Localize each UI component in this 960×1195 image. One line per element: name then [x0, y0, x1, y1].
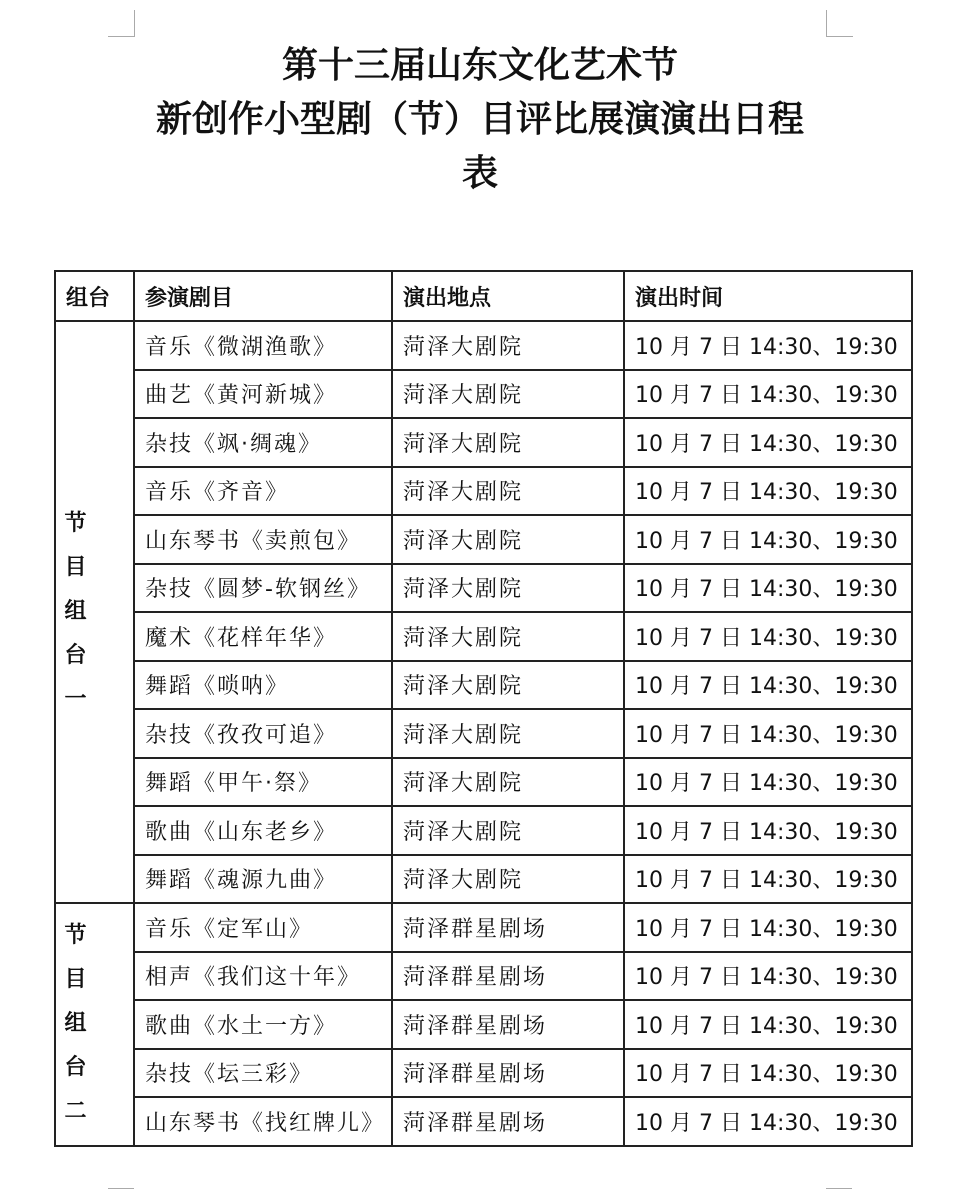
program-cell: 魔术《花样年华》: [134, 612, 392, 661]
venue-cell: 菏泽大剧院: [392, 806, 624, 855]
table-row: [55, 903, 912, 952]
venue-cell: 菏泽大剧院: [392, 467, 624, 516]
time-cell: 10 月 7 日 14:30、19:30: [624, 370, 912, 419]
table-row: [55, 612, 912, 661]
venue-cell: 菏泽群星剧场: [392, 903, 624, 952]
group-label: 节目组台二: [64, 923, 101, 1125]
table-row: [55, 1097, 912, 1146]
venue-cell: 菏泽大剧院: [392, 418, 624, 467]
venue-cell: 菏泽大剧院: [392, 709, 624, 758]
header-program: 参演剧目: [134, 271, 392, 321]
table-row: [55, 855, 912, 904]
table-row: [55, 418, 912, 467]
time-cell: 10 月 7 日 14:30、19:30: [624, 1000, 912, 1049]
program-cell: 音乐《齐音》: [134, 467, 392, 516]
table-row: [55, 806, 912, 855]
program-cell: 舞蹈《魂源九曲》: [134, 855, 392, 904]
table-header-row: [55, 271, 912, 321]
program-cell: 杂技《孜孜可追》: [134, 709, 392, 758]
time-cell: 10 月 7 日 14:30、19:30: [624, 903, 912, 952]
table-row: [55, 321, 912, 370]
time-cell: 10 月 7 日 14:30、19:30: [624, 855, 912, 904]
group-label: 节目组台一: [64, 511, 101, 712]
time-cell: 10 月 7 日 14:30、19:30: [624, 806, 912, 855]
table-row: [55, 952, 912, 1001]
program-cell: 舞蹈《唢呐》: [134, 661, 392, 710]
program-cell: 歌曲《水土一方》: [134, 1000, 392, 1049]
venue-cell: 菏泽大剧院: [392, 758, 624, 807]
venue-cell: 菏泽群星剧场: [392, 1000, 624, 1049]
program-cell: 歌曲《山东老乡》: [134, 806, 392, 855]
program-cell: 相声《我们这十年》: [134, 952, 392, 1001]
table-row: [55, 467, 912, 516]
program-cell: 音乐《微湖渔歌》: [134, 321, 392, 370]
program-cell: 音乐《定军山》: [134, 903, 392, 952]
table-row: [55, 1049, 912, 1098]
title-line-1: 第十三届山东文化艺术节: [281, 44, 678, 86]
venue-cell: 菏泽群星剧场: [392, 952, 624, 1001]
venue-cell: 菏泽大剧院: [392, 612, 624, 661]
time-cell: 10 月 7 日 14:30、19:30: [624, 758, 912, 807]
time-cell: 10 月 7 日 14:30、19:30: [624, 1097, 912, 1146]
time-cell: 10 月 7 日 14:30、19:30: [624, 564, 912, 613]
table-row: [55, 370, 912, 419]
venue-cell: 菏泽大剧院: [392, 515, 624, 564]
program-cell: 山东琴书《卖煎包》: [134, 515, 392, 564]
document-title: [0, 38, 960, 200]
venue-cell: 菏泽群星剧场: [392, 1097, 624, 1146]
table-row: [55, 709, 912, 758]
table-row: [55, 515, 912, 564]
program-cell: 杂技《坛三彩》: [134, 1049, 392, 1098]
group-cell: [55, 321, 134, 903]
header-venue: 演出地点: [392, 271, 624, 321]
time-cell: 10 月 7 日 14:30、19:30: [624, 612, 912, 661]
venue-cell: 菏泽大剧院: [392, 564, 624, 613]
venue-cell: 菏泽大剧院: [392, 855, 624, 904]
time-cell: 10 月 7 日 14:30、19:30: [624, 515, 912, 564]
crop-mark-top-left: [108, 10, 135, 37]
program-cell: 杂技《圆梦-软钢丝》: [134, 564, 392, 613]
table-row: [55, 661, 912, 710]
time-cell: 10 月 7 日 14:30、19:30: [624, 321, 912, 370]
header-time: 演出时间: [624, 271, 912, 321]
group-cell: [55, 903, 134, 1146]
time-cell: 10 月 7 日 14:30、19:30: [624, 467, 912, 516]
table-row: [55, 1000, 912, 1049]
title-line-3: 表: [461, 152, 498, 194]
time-cell: 10 月 7 日 14:30、19:30: [624, 418, 912, 467]
header-group: 组台: [55, 271, 134, 321]
table-row: [55, 564, 912, 613]
time-cell: 10 月 7 日 14:30、19:30: [624, 661, 912, 710]
schedule-table: [54, 270, 913, 1147]
title-line-2: 新创作小型剧（节）目评比展演演出日程: [155, 98, 804, 140]
crop-mark-bottom-right: [826, 1188, 852, 1195]
table-row: [55, 758, 912, 807]
crop-mark-bottom-left: [108, 1188, 134, 1195]
time-cell: 10 月 7 日 14:30、19:30: [624, 1049, 912, 1098]
program-cell: 曲艺《黄河新城》: [134, 370, 392, 419]
venue-cell: 菏泽大剧院: [392, 370, 624, 419]
program-cell: 舞蹈《甲午·祭》: [134, 758, 392, 807]
table-body: [55, 321, 912, 1146]
venue-cell: 菏泽大剧院: [392, 661, 624, 710]
program-cell: 山东琴书《找红牌儿》: [134, 1097, 392, 1146]
venue-cell: 菏泽群星剧场: [392, 1049, 624, 1098]
crop-mark-top-right: [826, 10, 853, 37]
time-cell: 10 月 7 日 14:30、19:30: [624, 952, 912, 1001]
venue-cell: 菏泽大剧院: [392, 321, 624, 370]
program-cell: 杂技《飒·绸魂》: [134, 418, 392, 467]
time-cell: 10 月 7 日 14:30、19:30: [624, 709, 912, 758]
